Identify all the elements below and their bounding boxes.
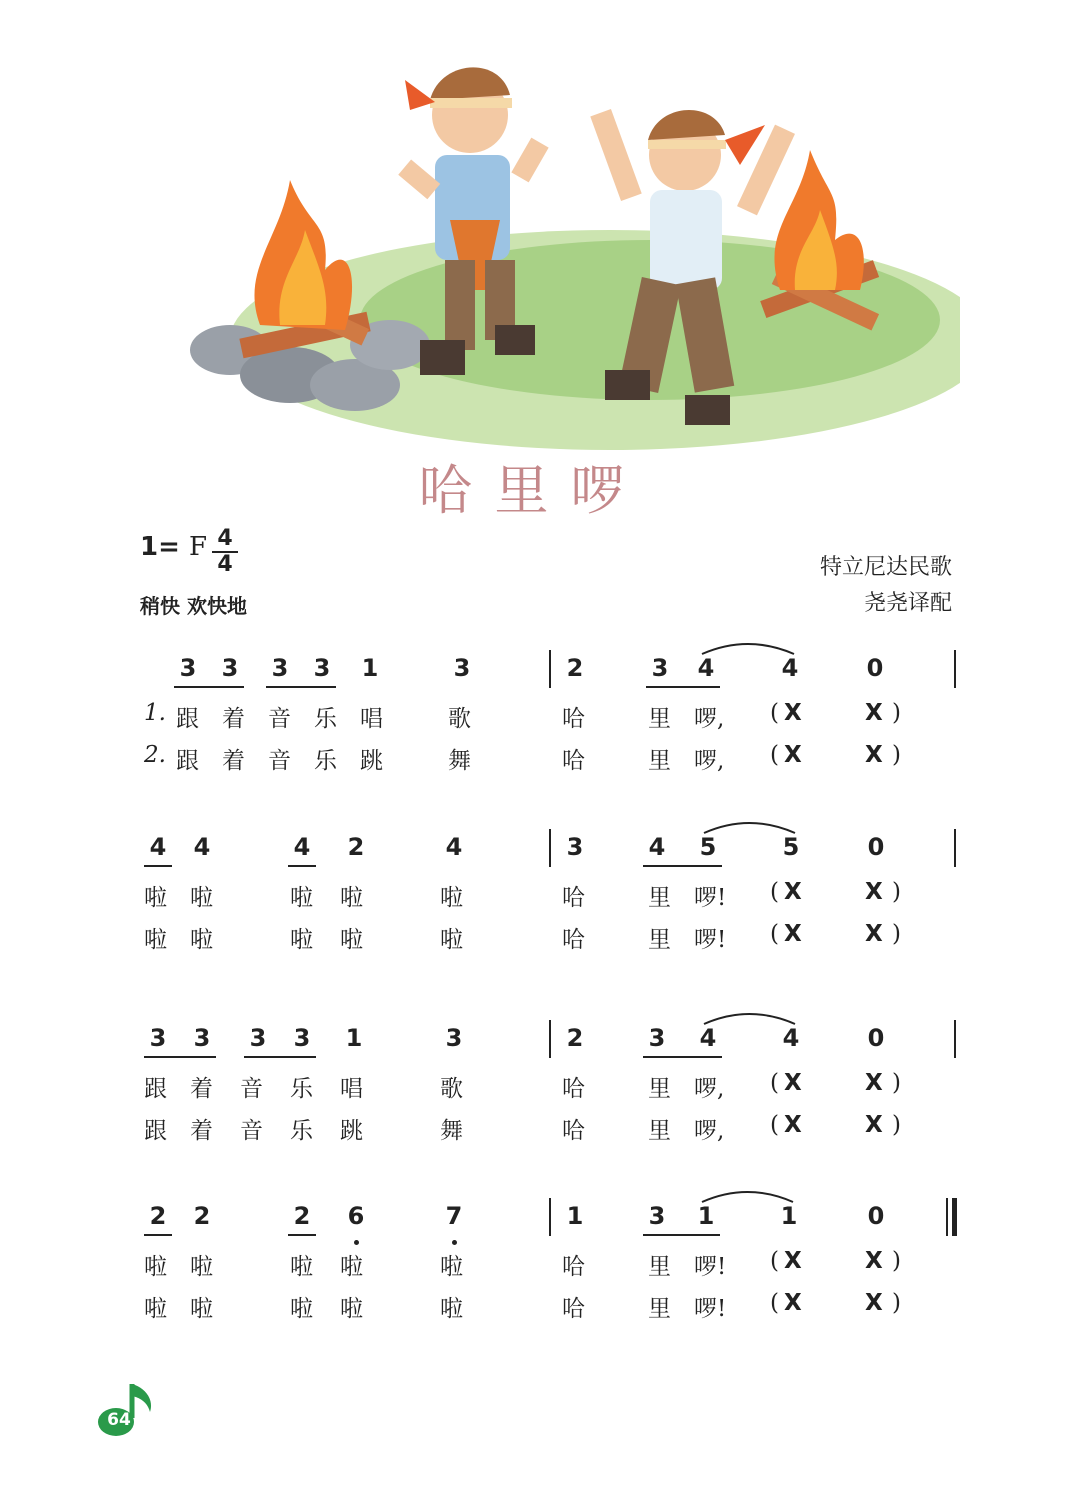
clap-paren: ): [892, 742, 901, 768]
eighth-beam: [288, 1234, 316, 1236]
jianpu-note: 4: [781, 654, 799, 682]
jianpu-note: 2: [347, 833, 365, 861]
clap-paren: (: [770, 742, 779, 768]
lyric-syllable: 音: [240, 1118, 263, 1144]
lyric-syllable: 哈: [562, 706, 585, 732]
clap-paren: (: [770, 1248, 779, 1274]
jianpu-note: 1: [345, 1024, 363, 1052]
lyric-syllable: 唱: [340, 1076, 363, 1102]
bar-line: [954, 650, 956, 688]
jianpu-note: 5: [782, 833, 800, 861]
clap-mark: X: [865, 1290, 883, 1316]
bar-line: [954, 829, 956, 867]
jianpu-note: 3: [445, 1024, 463, 1052]
key-prefix: 1=: [140, 532, 180, 562]
lyric-syllable: 啰!: [694, 927, 727, 953]
clap-mark: X: [865, 1112, 883, 1138]
lyric-syllable: 里: [648, 1254, 671, 1280]
jianpu-note: 4: [782, 1024, 800, 1052]
clap-mark: X: [865, 1070, 883, 1096]
jianpu-note: 0: [867, 1024, 885, 1052]
clap-mark: X: [784, 742, 802, 768]
jianpu-note: 4: [445, 833, 463, 861]
lyric-syllable: 啰,: [694, 1076, 725, 1102]
jianpu-note: 1: [780, 1202, 798, 1230]
lyric-syllable: 啦: [290, 885, 313, 911]
lyric-syllable: 跟: [144, 1118, 167, 1144]
meter-top: 4: [217, 526, 233, 551]
eighth-beam: [144, 1234, 172, 1236]
eighth-beam: [266, 686, 336, 688]
eighth-beam: [643, 865, 722, 867]
jianpu-note: 2: [193, 1202, 211, 1230]
verse-number: 1.: [144, 700, 166, 726]
jianpu-note: 2: [149, 1202, 167, 1230]
eighth-beam: [288, 865, 316, 867]
lyric-syllable: 啰!: [694, 1296, 727, 1322]
bar-line: [549, 829, 551, 867]
lyric-syllable: 乐: [314, 706, 337, 732]
lyric-syllable: 音: [268, 706, 291, 732]
jianpu-note: 3: [179, 654, 197, 682]
lyric-syllable: 歌: [440, 1076, 463, 1102]
clap-paren: ): [892, 921, 901, 947]
lyric-syllable: 啰,: [694, 1118, 725, 1144]
lyric-syllable: 哈: [562, 927, 585, 953]
jianpu-note: 5: [699, 833, 717, 861]
tie-arc: [702, 1188, 793, 1208]
clap-mark: X: [784, 1070, 802, 1096]
lyric-syllable: 啦: [190, 927, 213, 953]
clap-mark: X: [865, 921, 883, 947]
lower-octave-dot: [452, 1240, 457, 1245]
illustration-children-dancing-campfire: [180, 40, 960, 450]
clap-paren: (: [770, 1070, 779, 1096]
clap-paren: (: [770, 1112, 779, 1138]
clap-mark: X: [784, 1290, 802, 1316]
jianpu-note: 3: [648, 1202, 666, 1230]
clap-paren: (: [770, 700, 779, 726]
lyric-syllable: 着: [190, 1076, 213, 1102]
lyric-syllable: 哈: [562, 885, 585, 911]
eighth-beam: [646, 686, 720, 688]
lyric-syllable: 啦: [340, 885, 363, 911]
clap-paren: ): [892, 1112, 901, 1138]
page-number: 64: [107, 1410, 131, 1430]
lyric-syllable: 啦: [144, 1296, 167, 1322]
lyric-syllable: 音: [268, 748, 291, 774]
lyric-syllable: 啦: [190, 1254, 213, 1280]
lyric-syllable: 啦: [190, 885, 213, 911]
lyric-syllable: 里: [648, 1296, 671, 1322]
jianpu-note: 4: [648, 833, 666, 861]
lyric-syllable: 里: [648, 927, 671, 953]
lyric-syllable: 跳: [340, 1118, 363, 1144]
jianpu-note: 2: [293, 1202, 311, 1230]
jianpu-note: 2: [566, 1024, 584, 1052]
jianpu-note: 7: [445, 1202, 463, 1230]
jianpu-note: 3: [453, 654, 471, 682]
final-bar-line-thin: [946, 1198, 948, 1236]
jianpu-note: 3: [221, 654, 239, 682]
clap-mark: X: [784, 700, 802, 726]
lyric-syllable: 哈: [562, 1076, 585, 1102]
key-signature: [140, 532, 207, 562]
lyric-syllable: 里: [648, 885, 671, 911]
clap-paren: (: [770, 879, 779, 905]
jianpu-note: 4: [149, 833, 167, 861]
clap-paren: (: [770, 921, 779, 947]
lyric-syllable: 跟: [176, 748, 199, 774]
lower-octave-dot: [354, 1240, 359, 1245]
lyric-syllable: 着: [190, 1118, 213, 1144]
eighth-beam: [144, 1056, 216, 1058]
lyric-syllable: 舞: [448, 748, 471, 774]
lyric-syllable: 啦: [340, 927, 363, 953]
lyric-syllable: 哈: [562, 1254, 585, 1280]
lyric-syllable: 乐: [290, 1076, 313, 1102]
tie-arc: [704, 1010, 795, 1030]
eighth-beam: [643, 1234, 720, 1236]
clap-mark: X: [784, 921, 802, 947]
jianpu-note: 3: [249, 1024, 267, 1052]
lyric-syllable: 乐: [314, 748, 337, 774]
lyric-syllable: 歌: [448, 706, 471, 732]
lyric-syllable: 啦: [440, 885, 463, 911]
lyric-syllable: 啦: [440, 927, 463, 953]
lyric-syllable: 里: [648, 1076, 671, 1102]
jianpu-note: 3: [293, 1024, 311, 1052]
jianpu-note: 1: [361, 654, 379, 682]
lyric-syllable: 唱: [360, 706, 383, 732]
jianpu-note: 3: [313, 654, 331, 682]
lyric-syllable: 啦: [340, 1296, 363, 1322]
lyric-syllable: 跟: [176, 706, 199, 732]
verse-number: 2.: [144, 742, 166, 768]
lyric-syllable: 啦: [340, 1254, 363, 1280]
clap-paren: ): [892, 1070, 901, 1096]
clap-paren: (: [770, 1290, 779, 1316]
jianpu-note: 0: [867, 833, 885, 861]
jianpu-note: 3: [193, 1024, 211, 1052]
lyric-syllable: 啦: [290, 927, 313, 953]
tie-arc: [704, 819, 795, 839]
jianpu-note: 6: [347, 1202, 365, 1230]
jianpu-note: 3: [566, 833, 584, 861]
jianpu-note: 3: [651, 654, 669, 682]
eighth-beam: [174, 686, 244, 688]
lyric-syllable: 跟: [144, 1076, 167, 1102]
tempo-marking: 稍快 欢快地: [140, 594, 247, 618]
bar-line: [549, 650, 551, 688]
lyric-syllable: 啰!: [694, 885, 727, 911]
lyric-syllable: 啦: [440, 1254, 463, 1280]
jianpu-note: 4: [697, 654, 715, 682]
bar-line: [549, 1020, 551, 1058]
jianpu-note: 3: [149, 1024, 167, 1052]
lyric-syllable: 里: [648, 1118, 671, 1144]
tie-arc: [702, 640, 794, 660]
eighth-beam: [244, 1056, 316, 1058]
lyric-syllable: 啦: [190, 1296, 213, 1322]
clap-paren: ): [892, 700, 901, 726]
bar-line: [549, 1198, 551, 1236]
clap-mark: X: [865, 700, 883, 726]
jianpu-note: 4: [699, 1024, 717, 1052]
jianpu-note: 4: [293, 833, 311, 861]
lyric-syllable: 哈: [562, 1118, 585, 1144]
bar-line: [954, 1020, 956, 1058]
lyric-syllable: 啦: [440, 1296, 463, 1322]
lyric-syllable: 啰!: [694, 1254, 727, 1280]
jianpu-note: 1: [697, 1202, 715, 1230]
key-letter: F: [188, 532, 207, 562]
lyric-syllable: 啰,: [694, 748, 725, 774]
jianpu-note: 3: [648, 1024, 666, 1052]
eighth-beam: [643, 1056, 722, 1058]
lyric-syllable: 音: [240, 1076, 263, 1102]
lyric-syllable: 乐: [290, 1118, 313, 1144]
jianpu-note: 0: [866, 654, 884, 682]
clap-mark: X: [865, 742, 883, 768]
clap-paren: ): [892, 879, 901, 905]
lyric-syllable: 舞: [440, 1118, 463, 1144]
lyric-syllable: 哈: [562, 748, 585, 774]
jianpu-note: 1: [566, 1202, 584, 1230]
clap-mark: X: [784, 879, 802, 905]
lyric-syllable: 啦: [290, 1296, 313, 1322]
lyric-syllable: 里: [648, 748, 671, 774]
jianpu-note: 4: [193, 833, 211, 861]
time-signature: [212, 528, 238, 576]
clap-mark: X: [784, 1248, 802, 1274]
lyric-syllable: 啦: [144, 927, 167, 953]
clap-mark: X: [865, 1248, 883, 1274]
eighth-beam: [144, 865, 172, 867]
jianpu-note: 0: [867, 1202, 885, 1230]
meter-bottom: 4: [217, 552, 233, 577]
song-title: 哈里啰: [418, 459, 647, 522]
lyric-syllable: 啦: [144, 885, 167, 911]
lyric-syllable: 啰,: [694, 706, 725, 732]
jianpu-note: 2: [566, 654, 584, 682]
lyric-syllable: 着: [222, 748, 245, 774]
lyric-syllable: 着: [222, 706, 245, 732]
lyric-syllable: 里: [648, 706, 671, 732]
lyric-syllable: 啦: [144, 1254, 167, 1280]
clap-paren: ): [892, 1248, 901, 1274]
clap-mark: X: [784, 1112, 802, 1138]
clap-paren: ): [892, 1290, 901, 1316]
lyric-syllable: 啦: [290, 1254, 313, 1280]
lyric-syllable: 哈: [562, 1296, 585, 1322]
arranger-credit: 尧尧译配: [863, 591, 952, 616]
final-bar-line-thick: [952, 1198, 957, 1236]
jianpu-note: 3: [271, 654, 289, 682]
clap-mark: X: [865, 879, 883, 905]
song-origin: 特立尼达民歌: [819, 555, 952, 580]
lyric-syllable: 跳: [360, 748, 383, 774]
